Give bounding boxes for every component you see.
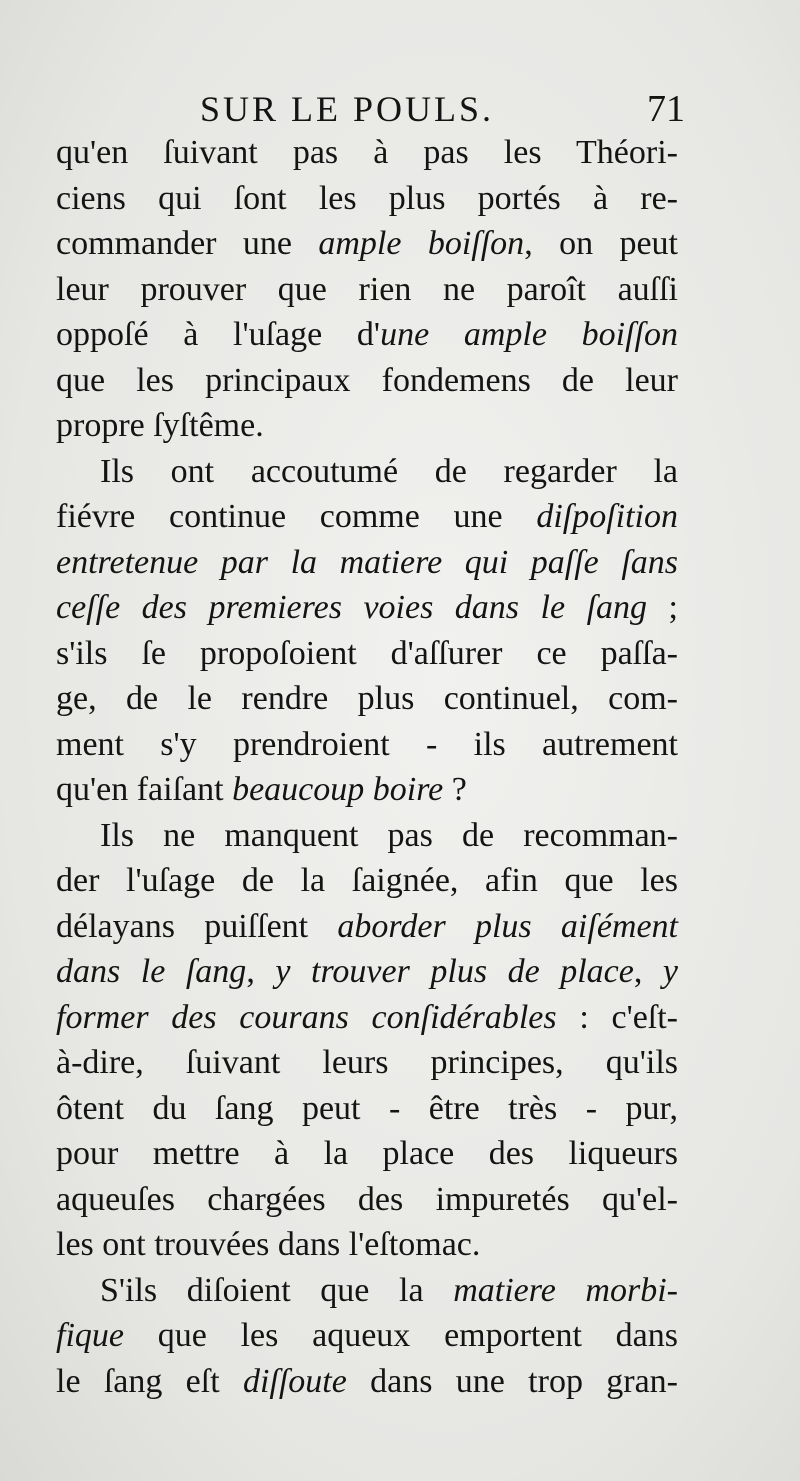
- text-line: les ont trouvées dans l'eſtomac.: [56, 1226, 481, 1263]
- italic-phrase: entretenue par la matiere qui paſſe ſans: [56, 543, 678, 581]
- text-line: le ſang eſt diſſoute dans une trop gran-: [56, 1362, 678, 1400]
- text-line: propre ſyſtême.: [56, 407, 264, 444]
- italic-phrase: beaucoup boire: [232, 771, 444, 808]
- italic-phrase: ample boiſſon: [318, 225, 525, 262]
- text-line: former des courans conſidérables : c'eſt-: [56, 998, 678, 1036]
- italic-phrase: une ample boiſſon: [380, 316, 678, 353]
- text-line: ciens qui ſont les plus portés à re-: [56, 179, 678, 217]
- text-line: s'ils ſe propoſoient d'aſſurer ce paſſa-: [56, 634, 678, 672]
- text-line: Ils ont accoutumé de regarder la: [100, 452, 678, 490]
- italic-phrase: diſſoute: [242, 1362, 347, 1400]
- text-line: que les principaux fondemens de leur: [56, 361, 678, 399]
- page-number: 71: [647, 88, 685, 130]
- text-line: fiévre continue comme une diſpoſition: [56, 498, 678, 535]
- text-line: S'ils diſoient que la matiere morbi-: [100, 1271, 678, 1309]
- italic-phrase: former des courans conſidérables: [56, 998, 557, 1036]
- running-title: SUR LE POULS.: [200, 89, 495, 129]
- italic-phrase: matiere morbi-: [453, 1271, 678, 1309]
- body-text: [56, 130, 678, 1404]
- italic-phrase: dans le ſang: [56, 953, 247, 990]
- text-line: oppoſé à l'uſage d'une ample boiſſon: [56, 316, 678, 353]
- text-line: pour mettre à la place des liqueurs: [56, 1135, 678, 1172]
- text-line: [56, 540, 678, 586]
- text-line: Ils ne manquent pas de recomman-: [100, 816, 678, 854]
- text-line: à-dire, ſuivant leurs principes, qu'ils: [56, 1044, 678, 1081]
- italic-phrase: aborder plus aiſément: [337, 907, 678, 945]
- text-line: leur prouver que rien ne paroît auſſi: [56, 270, 678, 308]
- text-line: dans le ſang, y trouver plus de place, y: [56, 953, 678, 990]
- text-line: qu'en ſuivant pas à pas les Théori-: [56, 134, 678, 171]
- italic-phrase: y: [662, 953, 678, 990]
- italic-phrase: fique: [56, 1317, 124, 1354]
- text-line: délayans puiſſent aborder plus aiſément: [56, 907, 678, 945]
- text-line: fique que les aqueux emportent dans: [56, 1317, 678, 1354]
- italic-phrase: ceſſe des premieres voies dans le ſang: [56, 589, 648, 626]
- text-line: der l'uſage de la ſaignée, afin que les: [56, 862, 678, 899]
- text-line: qu'en faiſant beaucoup boire ?: [56, 771, 467, 808]
- text-line: aqueuſes chargées des impuretés qu'el-: [56, 1180, 678, 1218]
- text-line: ceſſe des premieres voies dans le ſang ;: [56, 589, 678, 626]
- italic-phrase: diſpoſition: [536, 498, 678, 535]
- running-head: [200, 84, 685, 134]
- text-line: ge, de le rendre plus continuel, com-: [56, 680, 678, 717]
- text-line: ment s'y prendroient - ils autrement: [56, 725, 678, 763]
- text-line: commander une ample boiſſon, on peut: [56, 225, 678, 262]
- text-line: ôtent du ſang peut - être très - pur,: [56, 1089, 678, 1127]
- italic-phrase: y trouver plus de place: [275, 953, 634, 990]
